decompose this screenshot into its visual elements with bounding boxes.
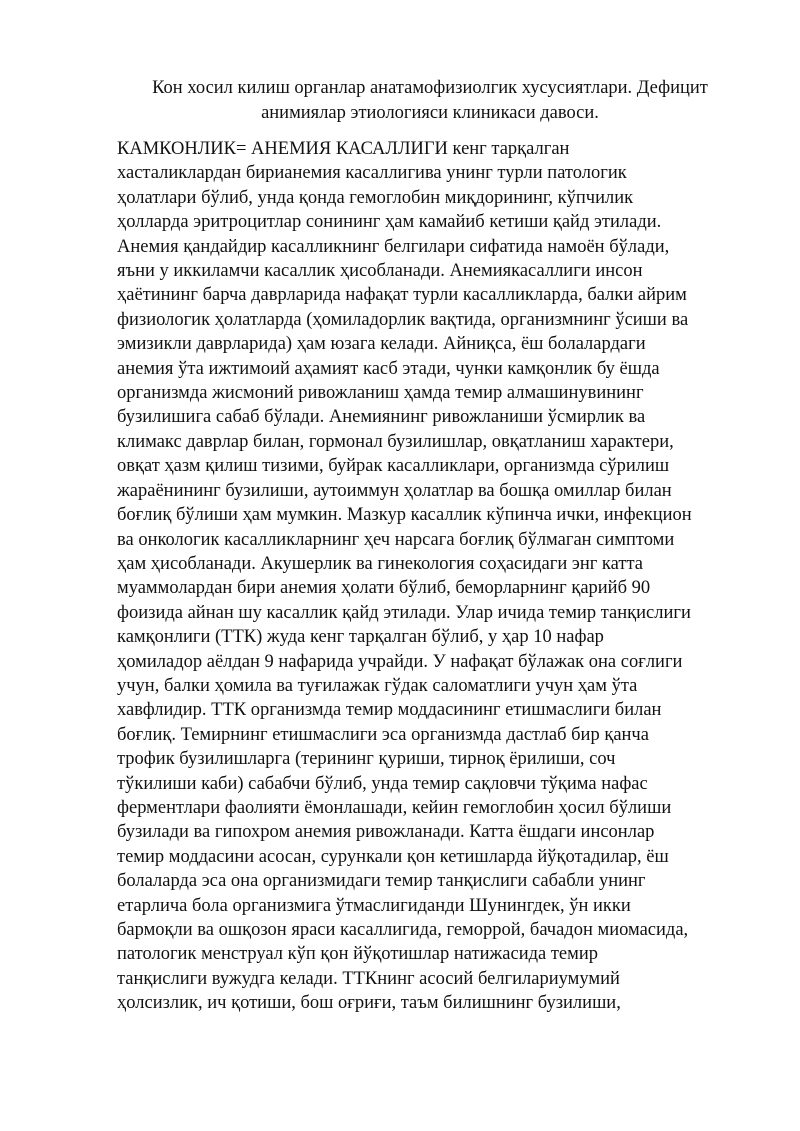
body-line: трофик бузилишларга (терининг қуриши, тирноқ ёрилиши, соч	[117, 749, 616, 770]
body-line: ва онкологик касалликларнинг ҳеч нарсага боғлиқ бўлмаган симптоми	[117, 529, 675, 550]
body-line: болаларда эса она организмидаги темир танқислиги сабабли унинг	[117, 871, 646, 892]
document-title	[100, 76, 760, 126]
body-line: хасталиклардан бирианемия касаллигива унинг турли патологик	[117, 163, 627, 184]
title-line: Кон хосил килиш органлар анатамофизиолгик хусусиятлари. Дефицит	[152, 78, 708, 98]
body-line: овқат ҳазм қилиш тизими, буйрак касалликлари, организмда сўрилиш	[117, 456, 670, 477]
body-line: танқислиги вужудга келади. ТТКнинг асосий белгилариумумий	[117, 968, 620, 989]
title-line: анимиялар этиологияси клиникаси давоси.	[261, 103, 599, 123]
body-line: ҳаётининг барча даврларида нафақат турли касалликларда, балки айрим	[117, 285, 687, 306]
body-line: ферментлари фаолияти ёмонлашади, кейин гемоглобин ҳосил бўлиши	[117, 797, 672, 818]
body-line: Анемия қандайдир касалликнинг белгилари сифатида намоён бўлади,	[117, 236, 670, 257]
body-line: ҳолатлари бўлиб, унда қонда гемоглобин миқдорининг, кўпчилик	[117, 187, 634, 208]
body-line: фоизида айнан шу касаллик қайд этилади. Улар ичида темир танқислиги	[117, 602, 691, 623]
body-line: камқонлиги (ТТК) жуда кенг тарқалган бўлиб, у ҳар 10 нафар	[117, 627, 604, 648]
body-line: ҳолларда эритроцитлар сонининг ҳам камайиб кетиши қайд этилади.	[117, 212, 662, 233]
body-line: бузилади ва гипохром анемия ривожланади. Катта ёшдаги инсонлар	[117, 822, 655, 843]
body-line: боғлиқ бўлиши ҳам мумкин. Мазкур касаллик кўпинча ички, инфекцион	[117, 505, 692, 526]
body-line: етарлича бола организмига ўтмаслигиданди Шунингдек, ўн икки	[117, 895, 631, 916]
document-body	[117, 137, 767, 1016]
body-line: хавфлидир. ТТК организмда темир моддасининг етишмаслиги билан	[117, 700, 662, 721]
body-line: физиологик ҳолатларда (ҳомиладорлик вақтида, организмнинг ўсиши ва	[117, 309, 689, 330]
body-line: яъни у иккиламчи касаллик ҳисобланади. Анемиякасаллиги инсон	[117, 261, 643, 282]
body-line: КАМКОНЛИК= АНЕМИЯ КАСАЛЛИГИ кенг тарқалган	[117, 139, 570, 159]
body-line: учун, балки ҳомила ва туғилажак гўдак саломатлиги учун ҳам ўта	[117, 675, 638, 696]
body-line: бузилишига сабаб бўлади. Анемиянинг ривожланиши ўсмирлик ва	[117, 407, 646, 428]
body-line: жараёнининг бузилиши, аутоиммун ҳолатлар ва бошқа омиллар билан	[117, 480, 672, 501]
body-line: организмда жисмоний ривожланиш ҳамда темир алмашинувининг	[117, 383, 644, 404]
body-line: ҳам ҳисобланади. Акушерлик ва гинекология соҳасидаги энг катта	[117, 553, 643, 574]
body-line: ҳолсизлик, ич қотиши, бош оғриғи, таъм билишнинг бузилиши,	[117, 993, 621, 1014]
body-line: боғлиқ. Темирнинг етишмаслиги эса организмда дастлаб бир қанча	[117, 724, 649, 745]
body-line: анемия ўта ижтимоий аҳамият касб этади, чунки камқонлик бу ёшда	[117, 358, 660, 379]
body-line: тўкилиши каби) сабабчи бўлиб, унда темир сақловчи тўқима нафас	[117, 773, 648, 794]
body-line: патологик менструал кўп қон йўқотишлар натижасида темир	[117, 944, 598, 965]
body-line: эмизикли даврларида) ҳам юзага келади. Айниқса, ёш болалардаги	[117, 334, 646, 355]
body-line: темир моддасини асосан, сурункали қон кетишларда йўқотадилар, ёш	[117, 846, 669, 867]
body-line: ҳомиладор аёлдан 9 нафарида учрайди. У нафақат бўлажак она соғлиги	[117, 651, 683, 672]
body-line: климакс даврлар билан, гормонал бузилишлар, овқатланиш характери,	[117, 431, 674, 452]
body-line: муаммолардан бири анемия ҳолати бўлиб, беморларнинг қарийб 90	[117, 578, 651, 599]
body-line: бармоқли ва ошқозон яраси касаллигида, геморрой, бачадон миомасида,	[117, 920, 689, 940]
